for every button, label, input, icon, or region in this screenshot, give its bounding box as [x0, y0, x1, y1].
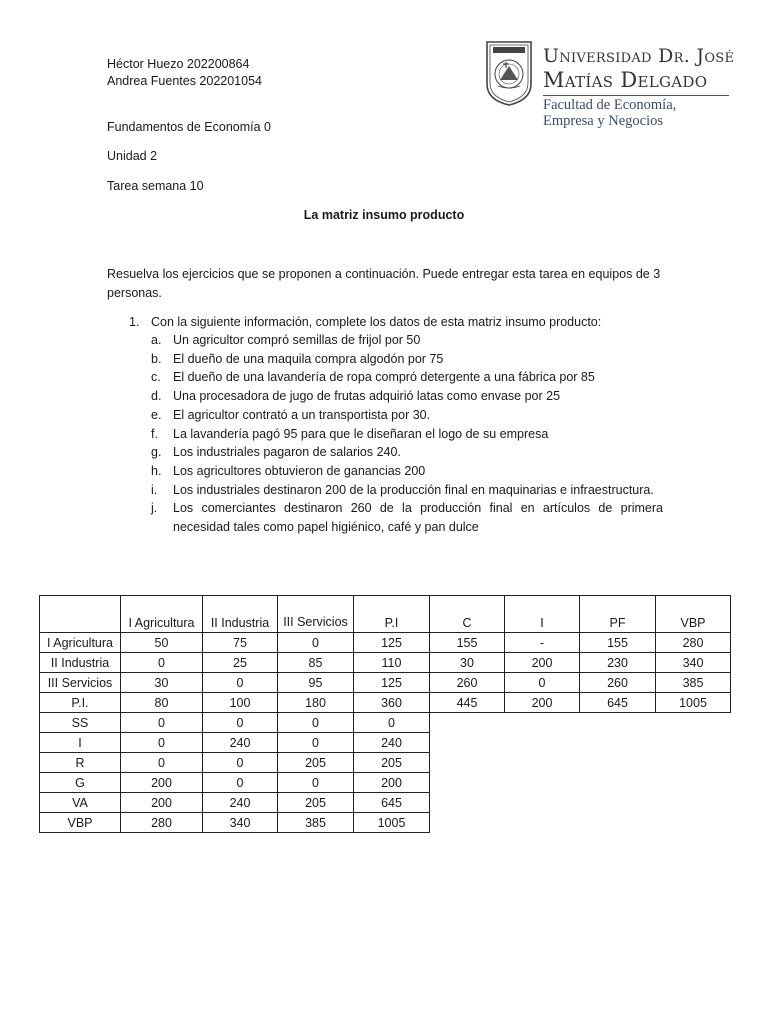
empty-cell [580, 713, 656, 733]
table-cell: 340 [203, 813, 278, 833]
table-cell: 155 [430, 633, 505, 653]
table-cell: 230 [580, 653, 656, 673]
table-cell: 0 [354, 713, 430, 733]
table-header-cell: III Servicios [278, 596, 354, 633]
table-cell: 0 [505, 673, 580, 693]
table-cell: 360 [354, 693, 430, 713]
table-row [40, 813, 731, 833]
empty-cell [505, 733, 580, 753]
table-cell: 205 [278, 753, 354, 773]
item-list [129, 331, 663, 537]
table-cell: 260 [430, 673, 505, 693]
table-cell: 1005 [656, 693, 731, 713]
table-cell: 200 [121, 793, 203, 813]
empty-cell [656, 733, 731, 753]
empty-cell [656, 773, 731, 793]
table-cell: 0 [203, 713, 278, 733]
table-cell: 280 [121, 813, 203, 833]
list-item: h. Los agricultores obtuvieron de ganancias 200 [151, 463, 426, 478]
empty-cell [580, 733, 656, 753]
table-cell: 0 [203, 773, 278, 793]
row-label-cell: SS [40, 713, 121, 733]
table-cell: 385 [278, 813, 354, 833]
row-label-cell: P.I. [40, 693, 121, 713]
table-cell: 200 [121, 773, 203, 793]
document-title: La matriz insumo producto [303, 208, 465, 222]
table-row [40, 773, 731, 793]
faculty-line-1: Facultad de Economía, [543, 97, 677, 113]
list-item: b. El dueño de una maquila compra algodón por 75 [151, 351, 444, 366]
empty-cell [656, 753, 731, 773]
table-cell: 80 [121, 693, 203, 713]
table-header-cell: I Agricultura [121, 596, 203, 633]
empty-cell [505, 713, 580, 733]
row-label-cell: III Servicios [40, 673, 121, 693]
table-cell: 0 [121, 653, 203, 673]
empty-cell [430, 753, 505, 773]
list-item: g. Los industriales pagaron de salarios 240. [151, 445, 401, 460]
row-label-cell: VBP [40, 813, 121, 833]
empty-cell [656, 793, 731, 813]
question-number: 1. [129, 315, 140, 329]
table-cell: 200 [354, 773, 430, 793]
table-row [40, 653, 731, 673]
faculty-name [543, 97, 676, 129]
empty-cell [430, 773, 505, 793]
table-cell: 1005 [354, 813, 430, 833]
empty-cell [505, 753, 580, 773]
table-cell: 125 [354, 633, 430, 653]
course-name: Fundamentos de Economía 0 [107, 120, 271, 134]
table-cell: 125 [354, 673, 430, 693]
table-cell: 280 [656, 633, 731, 653]
empty-cell [580, 813, 656, 833]
logo-divider [543, 95, 729, 96]
table-cell: 340 [656, 653, 731, 673]
table-cell: - [505, 633, 580, 653]
table-row [40, 673, 731, 693]
task-label: Tarea semana 10 [107, 179, 204, 193]
author-1: Héctor Huezo 202200864 [107, 57, 250, 71]
table-cell: 0 [121, 713, 203, 733]
list-item: c. El dueño de una lavandería de ropa compró detergente a una fábrica por 85 [151, 370, 595, 385]
row-label-cell: II Industria [40, 653, 121, 673]
question-1 [129, 313, 663, 331]
table-cell: 240 [203, 733, 278, 753]
university-name-line2: Matías Delgado [543, 68, 708, 92]
table-row [40, 693, 731, 713]
table-cell: 200 [505, 653, 580, 673]
table-cell: 385 [656, 673, 731, 693]
empty-cell [430, 813, 505, 833]
table-cell: 240 [354, 733, 430, 753]
table-cell: 0 [203, 673, 278, 693]
table-cell: 260 [580, 673, 656, 693]
table-cell: 155 [580, 633, 656, 653]
empty-cell [505, 793, 580, 813]
table-cell: 205 [354, 753, 430, 773]
table-cell: 75 [203, 633, 278, 653]
list-item: f. La lavandería pagó 95 para que le diseñaran el logo de su empresa [151, 426, 549, 441]
table-header-cell: C [430, 596, 505, 633]
table-cell: 50 [121, 633, 203, 653]
list-item: e. El agricultor contrató a un transportista por 30. [151, 407, 431, 422]
university-name-line1: Universidad Dr. José [543, 45, 735, 67]
unit-label: Unidad 2 [107, 149, 158, 163]
table-header-cell: I [505, 596, 580, 633]
empty-cell [580, 793, 656, 813]
table-cell: 0 [203, 753, 278, 773]
author-2: Andrea Fuentes 202201054 [107, 74, 262, 88]
table-cell: 205 [278, 793, 354, 813]
table-cell: 240 [203, 793, 278, 813]
list-item: j. Los comerciantes destinaron 260 de la producción final en artículos de primera necesidad tales como papel higiénico, café y pan dulce [151, 501, 663, 535]
table-cell: 645 [354, 793, 430, 813]
table-row [40, 633, 731, 653]
table-cell: 30 [430, 653, 505, 673]
row-label-cell: I Agricultura [40, 633, 121, 653]
empty-cell [656, 813, 731, 833]
table-row [40, 793, 731, 813]
empty-cell [580, 773, 656, 793]
table-cell: 0 [278, 733, 354, 753]
list-item: i. Los industriales destinaron 200 de la producción final en maquinarias e infraestructura. [151, 482, 654, 497]
table-cell: 95 [278, 673, 354, 693]
list-item: a. Un agricultor compró semillas de frijol por 50 [151, 333, 421, 347]
table-header-cell: P.I [354, 596, 430, 633]
table-cell: 25 [203, 653, 278, 673]
table-cell: 85 [278, 653, 354, 673]
question-text: Con la siguiente información, complete los datos de esta matriz insumo producto: [151, 315, 602, 329]
table-row [40, 753, 731, 773]
table-header-cell: PF [580, 596, 656, 633]
table-cell: 110 [354, 653, 430, 673]
empty-cell [505, 813, 580, 833]
table-header-cell [40, 596, 121, 633]
faculty-line-2: Empresa y Negocios [543, 113, 663, 129]
row-label-cell: R [40, 753, 121, 773]
university-seal-icon [484, 40, 534, 106]
row-label-cell: VA [40, 793, 121, 813]
table-cell: 0 [121, 733, 203, 753]
table-header-row [40, 596, 731, 633]
table-cell: 0 [278, 633, 354, 653]
empty-cell [430, 793, 505, 813]
table-cell: 645 [580, 693, 656, 713]
empty-cell [505, 773, 580, 793]
table-header-cell: VBP [656, 596, 731, 633]
intro-paragraph: Resuelva los ejercicios que se proponen a continuación. Puede entregar esta tarea en equipos de 3 personas. [107, 267, 661, 300]
table-cell: 180 [278, 693, 354, 713]
table-cell: 30 [121, 673, 203, 693]
table-cell: 0 [278, 713, 354, 733]
row-label-cell: I [40, 733, 121, 753]
table-cell: 0 [121, 753, 203, 773]
empty-cell [430, 733, 505, 753]
table-header-cell: II Industria [203, 596, 278, 633]
empty-cell [656, 713, 731, 733]
table-cell: 445 [430, 693, 505, 713]
list-item: d. Una procesadora de jugo de frutas adquirió latas como envase por 25 [151, 389, 561, 404]
row-label-cell: G [40, 773, 121, 793]
input-output-matrix [39, 595, 731, 833]
table-row [40, 713, 731, 733]
question-list [129, 313, 663, 537]
empty-cell [430, 713, 505, 733]
table-row [40, 733, 731, 753]
table-cell: 200 [505, 693, 580, 713]
table-cell: 100 [203, 693, 278, 713]
table-cell: 0 [278, 773, 354, 793]
empty-cell [580, 753, 656, 773]
